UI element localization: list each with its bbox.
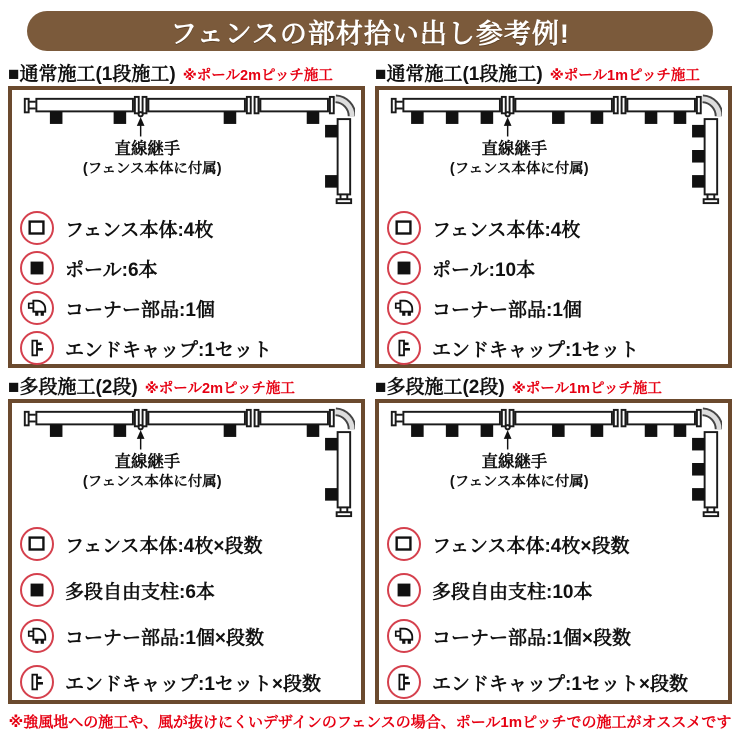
pitch-note: ※ポール1mピッチ施工 — [511, 381, 662, 397]
list-item — [387, 208, 722, 248]
joint-label-line1: 直線継手 — [481, 452, 547, 471]
panel-normal-1m — [375, 55, 732, 368]
footer-note: ※強風地への施工や、風が抜けにくいデザインのフェンスの場合、ポール1mピッチでの施工がオススメです — [8, 714, 732, 731]
fence-panel — [260, 412, 328, 425]
section-title: ■通常施工(1段施工) — [8, 64, 176, 85]
left-end-cap — [24, 412, 28, 426]
end-cap-icon — [20, 331, 54, 365]
parts-list — [18, 208, 355, 368]
list-item — [20, 248, 355, 288]
list-item — [20, 521, 355, 567]
section-header — [375, 372, 732, 397]
fence-panel-icon — [387, 527, 421, 561]
part-label: エンドキャップ:1セット×段数 — [432, 673, 688, 695]
page — [0, 11, 740, 751]
list-item — [20, 288, 355, 328]
corner-part-icon — [387, 619, 421, 653]
page-title: フェンスの部材拾い出し参考例! — [170, 18, 570, 49]
fence-layout-diagram-1m — [386, 92, 722, 208]
joint — [501, 97, 505, 113]
list-item — [387, 567, 722, 613]
list-item — [387, 288, 722, 328]
panel-normal-2m — [8, 55, 365, 368]
pitch-note: ※ポール1mピッチ施工 — [549, 68, 700, 84]
fence-panel-vertical — [704, 432, 717, 507]
fence-panel-vertical — [337, 119, 350, 194]
end-cap-icon — [20, 665, 54, 699]
fence-panel — [403, 99, 500, 112]
pole-icon — [387, 573, 421, 607]
fence-panel — [515, 412, 612, 425]
fence-panel-icon — [20, 211, 54, 245]
joint-label-line2: (フェンス本体に付属) — [449, 161, 589, 178]
parts-list — [18, 521, 355, 705]
fence-panel — [36, 412, 133, 425]
fence-panel — [148, 412, 245, 425]
joint-label-line1: 直線継手 — [481, 139, 547, 158]
list-item — [387, 328, 722, 368]
pole-icon — [387, 251, 421, 285]
fence-panel-vertical — [704, 119, 717, 194]
joint — [501, 410, 505, 426]
joint — [613, 410, 617, 426]
part-label: コーナー部品:1個 — [432, 299, 582, 321]
section-header — [8, 59, 365, 84]
part-label: フェンス本体:4枚×段数 — [65, 535, 263, 557]
end-cap-icon — [387, 665, 421, 699]
part-label: フェンス本体:4枚×段数 — [432, 535, 630, 557]
joint-label-line2: (フェンス本体に付属) — [449, 474, 589, 491]
part-label: 多段自由支柱:10本 — [432, 581, 593, 603]
part-label: ポール:6本 — [65, 259, 158, 281]
part-label: エンドキャップ:1セット×段数 — [65, 673, 321, 695]
top-row — [0, 55, 740, 368]
parts-list — [385, 208, 722, 368]
part-label: ポール:10本 — [432, 259, 536, 281]
list-item — [387, 659, 722, 705]
joint — [134, 410, 138, 426]
panel-multi-1m — [375, 368, 732, 704]
panel-multi-2m — [8, 368, 365, 704]
fence-panel-vertical — [337, 432, 350, 507]
fence-layout-diagram-2m — [19, 405, 355, 521]
section-title: ■通常施工(1段施工) — [375, 64, 543, 85]
joint — [246, 97, 250, 113]
part-label: フェンス本体:4枚 — [65, 219, 214, 241]
part-label: コーナー部品:1個 — [65, 299, 215, 321]
fence-layout-diagram-1m — [386, 405, 722, 521]
part-label: エンドキャップ:1セット — [432, 339, 639, 361]
part-label: 多段自由支柱:6本 — [65, 581, 215, 603]
corner-part-icon — [20, 291, 54, 325]
fence-panel — [515, 99, 612, 112]
part-label: コーナー部品:1個×段数 — [432, 627, 631, 649]
corner-part-icon — [387, 291, 421, 325]
joint — [613, 97, 617, 113]
section-title: ■多段施工(2段) — [375, 377, 505, 398]
fence-panel-icon — [387, 211, 421, 245]
left-end-cap — [391, 412, 395, 426]
bottom-row — [0, 368, 740, 704]
fence-panel — [627, 412, 695, 425]
section-header — [8, 372, 365, 397]
joint — [246, 410, 250, 426]
pole-icon — [20, 573, 54, 607]
list-item — [20, 613, 355, 659]
fence-panel-icon — [20, 527, 54, 561]
fence-panel — [148, 99, 245, 112]
part-label: エンドキャップ:1セット — [65, 339, 272, 361]
fence-panel — [627, 99, 695, 112]
end-cap-icon — [387, 331, 421, 365]
section-box — [8, 86, 365, 368]
parts-list — [385, 521, 722, 705]
part-label: フェンス本体:4枚 — [432, 219, 581, 241]
section-header — [375, 59, 732, 84]
fence-panel — [36, 99, 133, 112]
fence-layout-diagram-2m — [19, 92, 355, 208]
section-box — [375, 86, 732, 368]
list-item — [387, 248, 722, 288]
pole-icon — [20, 251, 54, 285]
joint-label-line1: 直線継手 — [114, 139, 180, 158]
list-item — [20, 659, 355, 705]
joint-label-line2: (フェンス本体に付属) — [82, 161, 222, 178]
corner-part-icon — [20, 619, 54, 653]
left-end-cap — [24, 99, 28, 113]
section-box — [375, 399, 732, 704]
list-item — [387, 613, 722, 659]
fence-panel — [260, 99, 328, 112]
list-item — [20, 328, 355, 368]
left-end-cap — [391, 99, 395, 113]
joint-label-line2: (フェンス本体に付属) — [82, 474, 222, 491]
fence-panel — [403, 412, 500, 425]
title-banner — [27, 11, 713, 51]
section-title: ■多段施工(2段) — [8, 377, 138, 398]
section-box — [8, 399, 365, 704]
list-item — [387, 521, 722, 567]
joint-label-line1: 直線継手 — [114, 452, 180, 471]
pitch-note: ※ポール2mピッチ施工 — [182, 68, 333, 84]
part-label: コーナー部品:1個×段数 — [65, 627, 264, 649]
joint — [134, 97, 138, 113]
list-item — [20, 567, 355, 613]
list-item — [20, 208, 355, 248]
pitch-note: ※ポール2mピッチ施工 — [144, 381, 295, 397]
